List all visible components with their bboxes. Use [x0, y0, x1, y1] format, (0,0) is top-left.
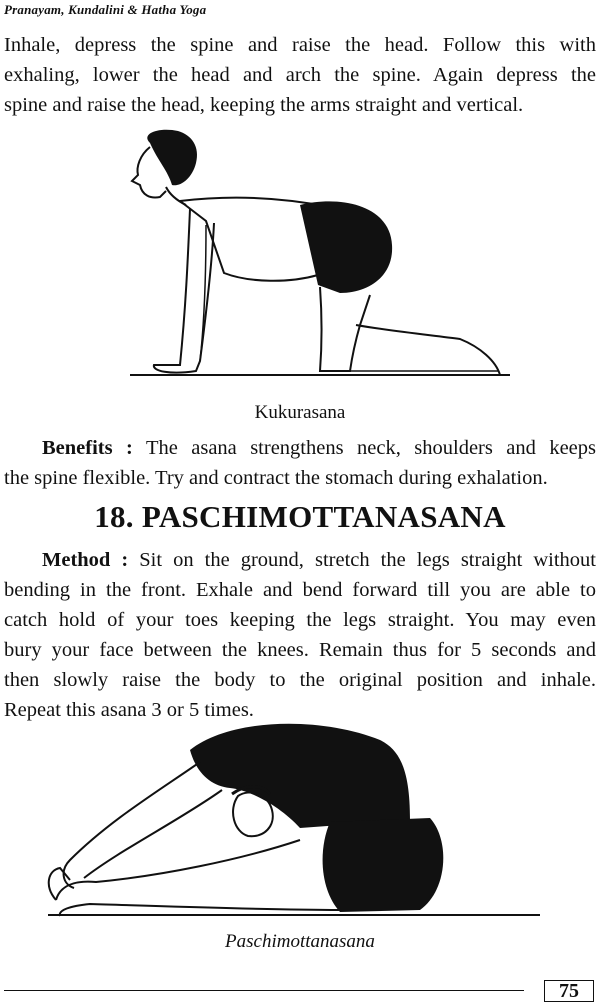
paschimottanasana-pose-illustration [0, 710, 600, 930]
page-number: 75 [544, 980, 594, 1002]
method-paragraph [4, 545, 596, 725]
intro-line: exhaling, lower the head and arch the spine. Again depress the [4, 64, 596, 86]
footer-rule [4, 990, 524, 991]
benefits-text: The asana strengthens neck, shoulders and keeps [132, 437, 596, 459]
kukurasana-figure [0, 125, 600, 395]
method-label: Method : [42, 549, 129, 571]
benefits-line [4, 433, 596, 463]
intro-line: Inhale, depress the spine and raise the head. Follow this with [4, 34, 596, 56]
method-line: catch hold of your toes keeping the legs straight. You may even [4, 609, 596, 631]
method-line: bending in the front. Exhale and bend forward till you are able to [4, 579, 596, 601]
method-line [4, 545, 596, 575]
figure-caption-paschimottanasana: Paschimottanasana [225, 931, 375, 952]
method-line: then slowly raise the body to the original position and inhale. [4, 669, 596, 691]
method-line: bury your face between the knees. Remain thus for 5 seconds and [4, 639, 596, 661]
figure-caption-kukurasana: Kukurasana [254, 402, 346, 423]
benefits-paragraph [4, 433, 596, 493]
intro-line: spine and raise the head, keeping the arms straight and vertical. [4, 94, 524, 116]
paschimottanasana-figure [0, 710, 600, 930]
intro-paragraph [4, 30, 596, 120]
method-text: Sit on the ground, stretch the legs straight without [128, 549, 596, 571]
method-line: Repeat this asana 3 or 5 times. [4, 699, 254, 721]
kukurasana-pose-illustration [0, 125, 600, 395]
benefits-label: Benefits : [42, 437, 133, 459]
benefits-line: the spine flexible. Try and contract the stomach during exhalation. [4, 467, 548, 489]
section-heading: 18. PASCHIMOTTANASANA [94, 499, 506, 534]
running-head: Pranayam, Kundalini & Hatha Yoga [4, 2, 207, 17]
